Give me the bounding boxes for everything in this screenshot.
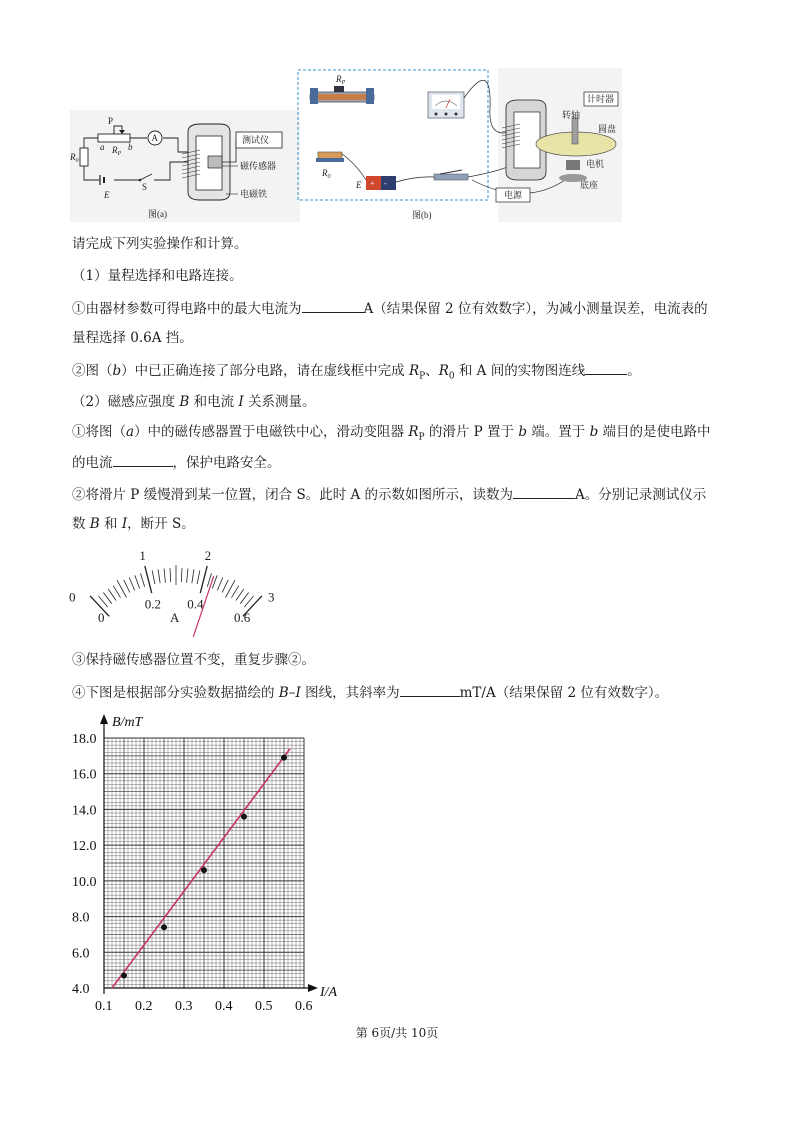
label-tester: 测试仪 [242,135,270,145]
q3-text-h: 端目的是使电路中 [598,424,711,440]
switch-device [434,170,468,180]
b-label-shaft: 转轴 [562,110,581,120]
q4-line2 [72,514,195,534]
part2-text-a: （2）磁感应强度 [72,394,180,410]
q4-text-f: I [121,516,128,532]
q4-line1 [72,484,706,505]
data-point [161,924,167,930]
meter-tick [158,569,160,583]
meter-tick [99,596,108,607]
y-tick-label: 8.0 [72,910,90,926]
b-label-base: 底座 [580,180,599,190]
meter-tick [197,570,200,584]
y-tick-label: 4.0 [72,982,90,997]
meter-tick [181,568,182,582]
label-p: P [108,116,114,126]
meter-tick [145,566,152,593]
q3-line2 [72,452,281,473]
y-tick-label: 6.0 [72,946,90,962]
y-axis-label: B/mT [112,715,143,730]
r0-device [316,152,344,162]
meter-bottom-left-label: 0 [98,610,105,625]
x-tick-label: 0.6 [295,999,313,1014]
q2-text-a: ②图（ [72,363,113,379]
meter-tick [200,566,207,593]
y-tick-label: 12.0 [72,839,97,855]
rheostat-device [310,86,374,104]
figure-b [296,68,622,222]
label-a: a [100,142,105,152]
b-label-rp-main: R [336,74,342,84]
meter-tick [192,569,194,583]
q2-r0: R [438,363,449,379]
y-tick-label: 18.0 [72,732,97,747]
ammeter-device [428,92,464,118]
label-r0-main: R [70,152,76,162]
x-tick-label: 0.1 [95,999,113,1014]
b-label-disk: 圆盘 [598,124,617,134]
q4-text-g: ，断开 S。 [127,516,195,532]
label-s: S [142,182,148,192]
q1-text-a: ①由器材参数可得电路中的最大电流为 [72,301,302,317]
q6-answer-blank[interactable] [400,682,460,697]
caption-b: 图(b) [412,210,432,220]
q2-text-f: 。 [627,363,641,379]
meter-tick [152,570,155,584]
q4-text-b: A。分别记录测试仪示 [575,487,707,503]
x-axis-label: I/A [320,985,338,1000]
q6-text-a: ④下图是根据部分实验数据描绘的 [72,685,279,701]
meter-tick [236,589,244,601]
x-tick-label: 0.2 [135,999,153,1014]
meter-tick [217,577,222,590]
meter-ticks [90,565,262,616]
q4-answer-blank[interactable] [513,484,575,499]
q1-line2: 量程选择 0.6A 挡。 [72,330,193,346]
part2-text-d: I [238,394,244,410]
x-axis-arrow-icon [308,984,318,992]
meter-outer-label: 1 [139,548,146,564]
y-tick-label: 14.0 [72,803,97,819]
q3-text-a: ①将图（ [72,424,126,440]
meter-tick [129,577,134,590]
q3-text-i: 的电流 [72,455,113,471]
b-label-r0-main: R [322,168,328,178]
q3-rp: R [408,424,419,440]
q6-text-b: B–I [278,685,301,701]
switch-pivot [139,179,142,182]
electromagnet-drawing [182,124,238,200]
data-point [281,755,287,761]
q3-text-d: 的滑片 P 置于 [424,424,519,440]
q3-text-j: ，保护电路安全。 [172,455,281,471]
b-label-r0 [321,168,331,180]
meter-tick [108,589,116,601]
q1-line1 [72,298,708,319]
data-point [241,814,247,820]
q3-text-e: b [518,424,527,440]
q6-line [72,682,668,703]
r0-resistor [80,148,88,166]
ammeter-dial [66,538,286,640]
q1-answer-blank[interactable] [302,298,364,313]
b-label-rp-sub: P [341,80,346,86]
meter-outer-label: 3 [268,589,275,605]
b-label-power: 电源 [504,190,523,200]
x-tick-label: 0.3 [175,999,193,1014]
figure-a [70,110,300,222]
meter-tick [170,568,171,582]
q2-line [72,360,641,387]
label-b: b [128,142,133,152]
q2-r0-sub: 0 [448,371,455,382]
part2-text-e: 关系测量。 [243,394,316,410]
q3-text-g: b [589,424,599,440]
data-point [201,867,207,873]
meter-tick [244,596,253,607]
label-r0-sub: 0 [75,158,79,164]
meter-tick [113,586,120,598]
caption-a: 图(a) [148,209,167,219]
label-electromagnet: 电磁铁 [240,189,268,199]
q3-text-c: ）中的磁传感器置于电磁铁中心，滑动变阻器 [134,424,409,440]
q3-rp-sub: P [418,432,425,443]
q4-text-d: B [89,516,100,532]
part2-title [72,392,316,412]
q2-rp-sub: P [419,371,426,382]
part2-text-b: B [179,394,190,410]
q3-line1 [72,422,711,448]
meter-bottom-right-label: 0.6 [234,610,251,625]
q3-text-b: a [126,424,135,440]
svg-text:-: - [384,179,387,188]
q6-text-d: mT/A（结果保留 2 位有效数字）。 [459,685,669,701]
part2-text-c: 和电流 [189,394,239,410]
q2-text-c: ）中已正确连接了部分电路，请在虚线框中完成 [121,363,409,379]
meter-tick [135,575,140,588]
page-footer: 第 6页/共 10页 [355,1026,439,1040]
meter-tick [141,573,145,586]
q3-text-f: 端。置于 [527,424,590,440]
b-i-chart [66,708,356,1018]
svg-text:+: + [370,179,375,188]
battery-device [366,176,396,190]
meter-tick [103,593,111,604]
b-label-rp [335,74,346,86]
meter-inner-label: 0.2 [144,596,161,612]
y-tick-label: 10.0 [72,874,97,890]
part1-title: （1）量程选择和电路连接。 [72,268,243,284]
label-rp-sub: P [117,151,122,157]
q3-answer-blank[interactable] [113,452,173,467]
b-label-timer: 计时器 [587,94,615,104]
label-ammeter: A [151,133,158,143]
y-axis-arrow-icon [100,714,108,724]
meter-inner-label: 0.4 [187,596,204,612]
b-label-motor: 电机 [586,159,605,169]
meter-tick [164,569,165,583]
q2-text-b: b [112,363,122,379]
intro-line: 请完成下列实验操作和计算。 [72,236,248,252]
q2-rp: R [408,363,420,379]
rp-rheostat [98,134,130,142]
b-label-r0-sub: 0 [327,174,331,180]
x-tick-label: 0.5 [255,999,273,1014]
label-sensor: 磁传感器 [240,161,277,171]
meter-tick [231,586,238,598]
data-point [121,973,127,979]
y-tick-label: 16.0 [72,767,97,783]
b-label-e: E [356,180,362,190]
meter-outer-label: 0 [69,589,76,605]
q2-text-d: 、 [425,363,439,379]
q4-text-e: 和 [99,516,122,532]
label-e: E [104,190,110,200]
q2-text-e: 和 A 间的实物图连线 [454,363,586,379]
q4-text-a: ②将滑片 P 缓慢滑到某一位置，闭合 S。此时 A 的示数如图所示，读数为 [72,487,514,503]
q4-text-c: 数 [72,516,90,532]
q5-line: ③保持磁传感器位置不变，重复步骤②。 [72,652,315,668]
meter-outer-label: 2 [204,548,212,564]
meter-tick [187,569,188,583]
q1-text-b: A（结果保留 2 位有效数字），为减小测量误差，电流表的 [363,301,708,317]
x-tick-label: 0.4 [215,999,233,1014]
meter-tick [222,580,228,593]
q2-answer-blank[interactable] [585,360,627,375]
meter-unit: A [170,610,180,625]
meter-tick [240,593,248,604]
meter-tick [124,580,130,593]
q6-text-c: 图线，其斜率为 [300,685,400,701]
label-rp-main: R [112,145,118,155]
